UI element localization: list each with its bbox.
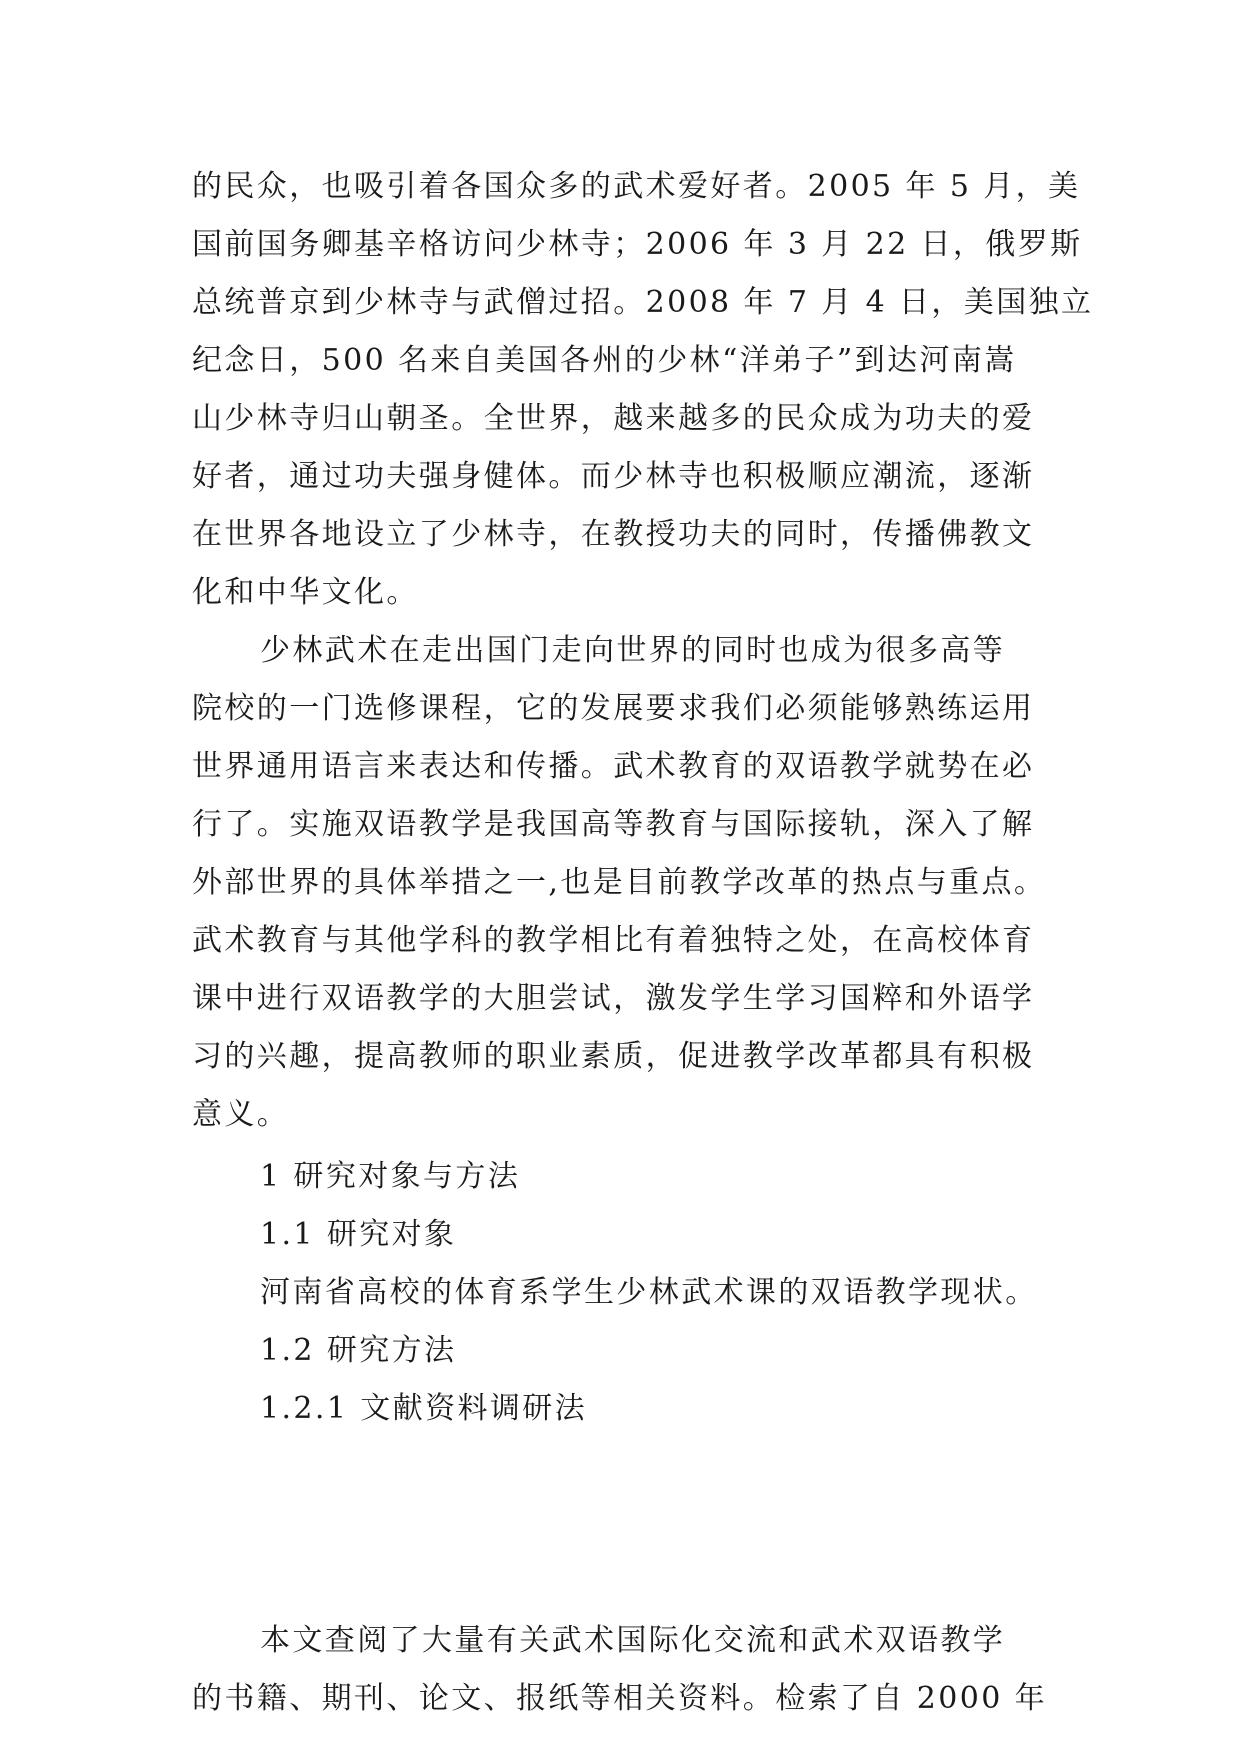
- text-line: 总统普京到少林寺与武僧过招。2008 年 7 月 4 日，美国独立: [192, 285, 1094, 320]
- subsection-heading: 1.1 研究对象: [260, 1217, 457, 1252]
- text-line: 外部世界的具体举措之一,也是目前教学改革的热点与重点。: [192, 865, 1047, 900]
- paragraph-literature-review: [192, 1612, 1052, 1728]
- text-line: 本文查阅了大量有关武术国际化交流和武术双语教学: [260, 1623, 1006, 1658]
- text-line: 在世界各地设立了少林寺，在教授功夫的同时，传播佛教文: [192, 517, 1035, 552]
- text-line: 国前国务卿基辛格访问少林寺；2006 年 3 月 22 日，俄罗斯: [192, 227, 1083, 262]
- text-line: 山少林寺归山朝圣。全世界，越来越多的民众成为功夫的爱: [192, 401, 1035, 436]
- text-line: 行了。实施双语教学是我国高等教育与国际接轨，深入了解: [192, 807, 1035, 842]
- section-heading: 1 研究对象与方法: [260, 1159, 521, 1194]
- text-line: 的民众，也吸引着各国众多的武术爱好者。2005 年 5 月，美: [192, 169, 1081, 204]
- text-line: 武术教育与其他学科的教学相比有着独特之处，在高校体育: [192, 923, 1035, 958]
- section-methods: [192, 1148, 1052, 1438]
- paragraph-international-influence: [192, 158, 1094, 622]
- text-line: 院校的一门选修课程，它的发展要求我们必须能够熟练运用: [192, 691, 1035, 726]
- text-line: 纪念日，500 名来自美国各州的少林“洋弟子”到达河南嵩: [192, 343, 1017, 378]
- text-line: 的书籍、期刊、论文、报纸等相关资料。检索了自 2000 年: [192, 1681, 1048, 1716]
- paragraph-bilingual-teaching: [192, 622, 1052, 1144]
- subsubsection-heading: 1.2.1 文献资料调研法: [260, 1391, 588, 1426]
- text-line: 好者，通过功夫强身健体。而少林寺也积极顺应潮流，逐渐: [192, 459, 1035, 494]
- text-line: 化和中华文化。: [192, 575, 419, 610]
- text-line: 世界通用语言来表达和传播。武术教育的双语教学就势在必: [192, 749, 1035, 784]
- text-line: 课中进行双语教学的大胆尝试，激发学生学习国粹和外语学: [192, 981, 1035, 1016]
- research-object-text: 河南省高校的体育系学生少林武术课的双语教学现状。: [260, 1275, 1038, 1310]
- text-line: 习的兴趣，提高教师的职业素质，促进教学改革都具有积极: [192, 1039, 1035, 1074]
- text-line: 意义。: [192, 1097, 290, 1132]
- text-line: 少林武术在走出国门走向世界的同时也成为很多高等: [260, 633, 1006, 668]
- subsection-heading: 1.2 研究方法: [260, 1333, 457, 1368]
